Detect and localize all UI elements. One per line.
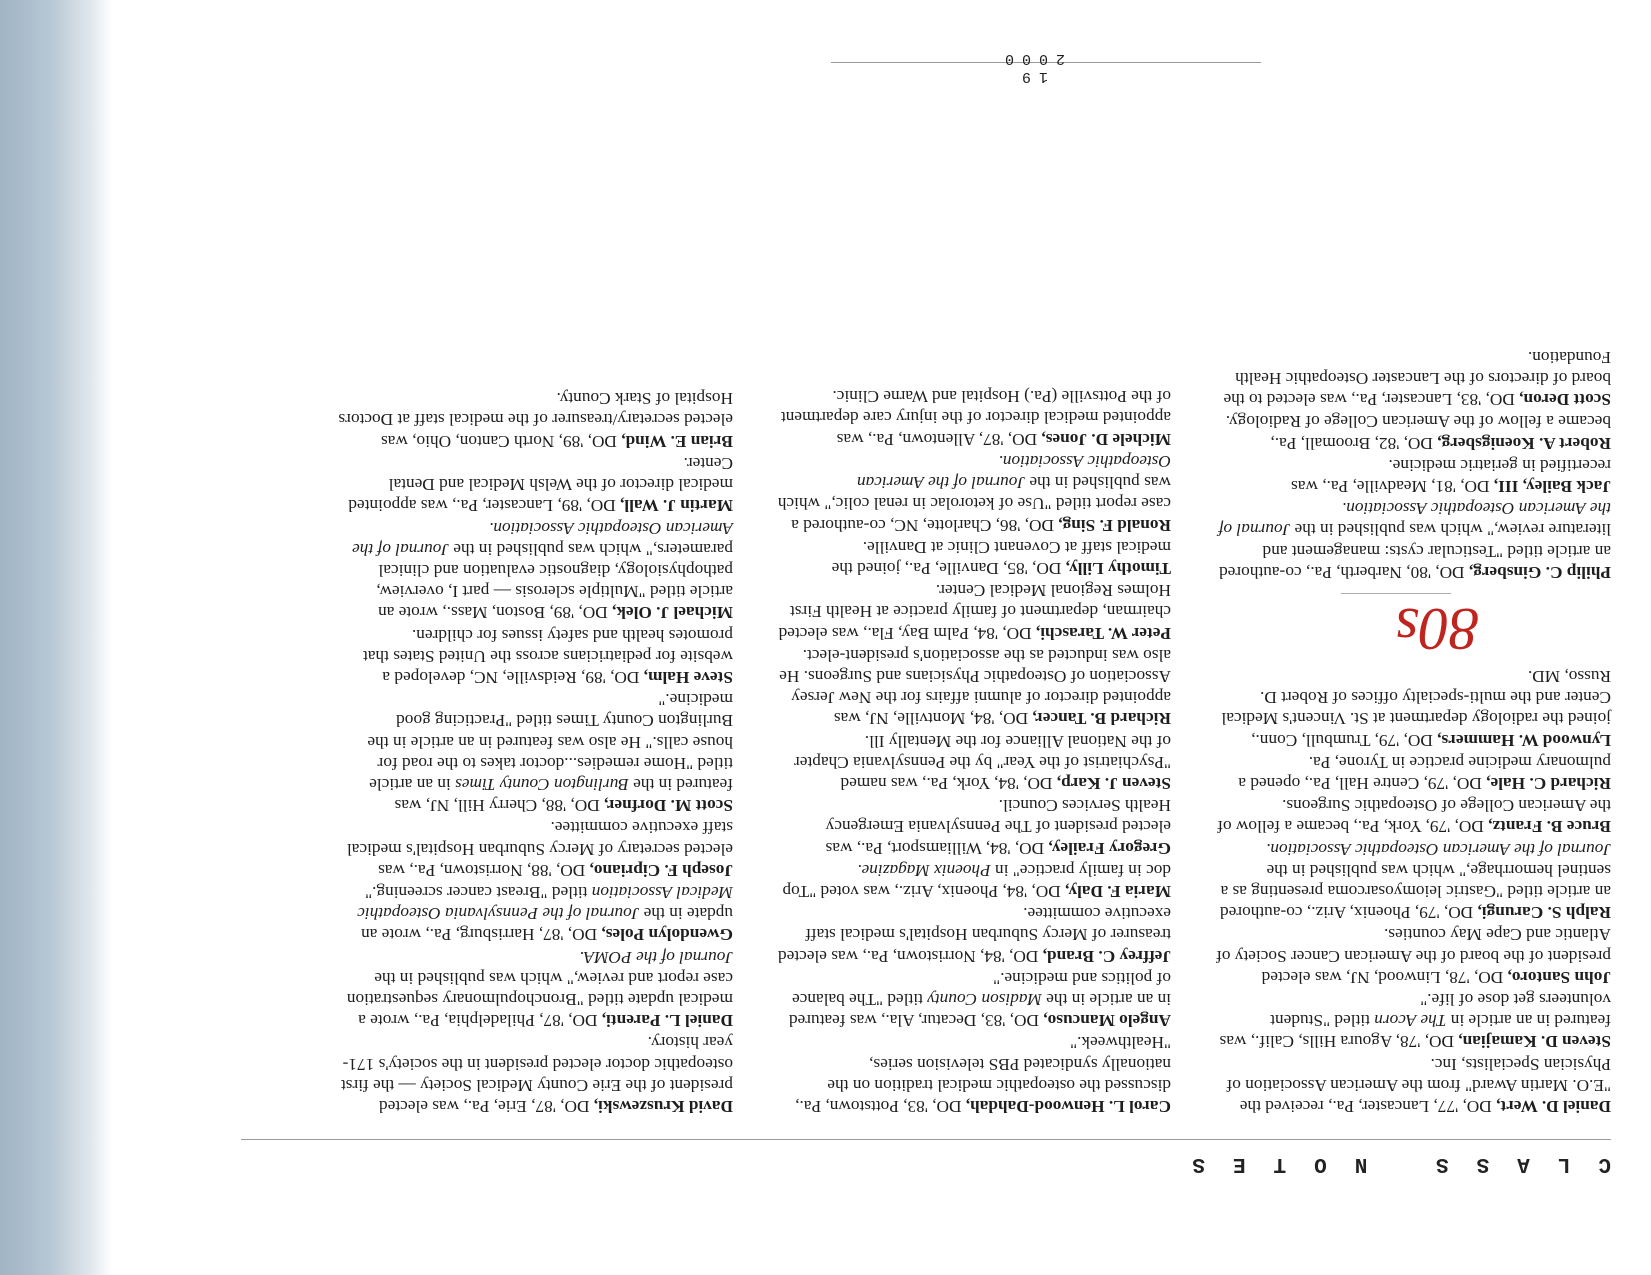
alumnus-name: Carol L. Henwood-Dahdah, <box>965 1097 1171 1116</box>
class-note-entry <box>338 817 733 881</box>
column-3 <box>338 387 733 1117</box>
class-note-entry <box>776 730 1171 794</box>
class-note-entry <box>338 388 733 452</box>
entry-text: DO, '89, Boston, Mass., wrote an article titled "Multiple sclerosis — part I, overview, pathophysiology, diagnostic evaluation and clinical parameters," which was published in the <box>376 539 733 623</box>
entry-text: DO, '83, Lancaster, Pa., was elected to the board of directors of the Lancaster Osteopathic Health Foundation. <box>1223 347 1611 410</box>
class-note-entry <box>1216 411 1611 453</box>
alumnus-name: Robert A. Koenigsberg, <box>1437 433 1611 453</box>
alumnus-name: Jeffrey C. Brand, <box>1042 946 1171 966</box>
column-1 <box>1216 346 1611 1118</box>
entry-text: titled "Breast cancer screening." <box>365 882 592 902</box>
class-note-entry <box>776 537 1171 579</box>
alumnus-name: Angelo Mancuso, <box>1043 1011 1171 1031</box>
alumnus-name: Peter W. Taraschi, <box>1035 623 1171 643</box>
entry-text: DO, '83, Decatur, Ala., was featured in an article in the <box>788 989 1171 1031</box>
entry-text: DO, '84, Palm Bay, Fla., was elected chairman, department of family practice at Health First Holmes Regional Medical Center. <box>778 581 1171 643</box>
entry-text: DO, '89, Reidsville, NC, developed a website for pediatricians across the United States that promotes health and safety issues for children. <box>363 625 733 687</box>
entry-text: DO, '78, Agoura Hills, Calif., was featured in an article in <box>1219 1011 1611 1052</box>
entry-text: DO, '87, Philadelphia, Pa., wrote a medical update titled "Bronchopulmonary sequestration case report and review," which was published in the <box>346 968 733 1031</box>
alumnus-name: Steven D. Kamajian, <box>1458 1032 1611 1052</box>
entry-text: DO, '87, Erie, Pa., was elected president of the Erie County Medical Society — the first osteopathic doctor elected president in the society's 171-year history. <box>340 1033 733 1116</box>
publication-title: Journal of the American Osteopathic Association. <box>1218 499 1611 540</box>
entry-text: titled "The balance of politics and medicine." <box>792 968 1171 1009</box>
entry-text: DO, '83, Pottstown, Pa., discussed the osteopathic medical tradition on the nationally syndicated PBS television series, "Healthweek." <box>795 1033 1171 1116</box>
entry-text: DO, '81, Meadville, Pa., was recertified in geriatric medicine. <box>1291 455 1611 496</box>
alumnus-name: Scott Deron, <box>1519 390 1611 410</box>
class-note-entry <box>776 903 1171 967</box>
class-note-entry <box>338 624 733 688</box>
alumnus-name: Richard C. Hale, <box>1486 773 1611 793</box>
class-note-entry <box>1216 455 1611 497</box>
entry-text: titled "Student volunteers get dose of life." <box>1270 989 1611 1031</box>
publication-title: Journal of the American Osteopathic Association. <box>1266 839 1611 859</box>
class-note-entry <box>776 645 1171 730</box>
alumnus-name: Richard B. Tancer, <box>1032 709 1171 729</box>
class-note-entry <box>776 386 1171 450</box>
alumnus-name: Lynwood W. Hammers, <box>1437 730 1611 750</box>
alumnus-name: John Santoro, <box>1507 967 1611 987</box>
alumnus-name: Steven J. Karp, <box>1056 773 1171 793</box>
alumnus-name: Gwendolyn Poles, <box>601 925 733 945</box>
alumnus-name: Scott M. Dorfner, <box>604 796 733 816</box>
alumnus-name: Michele D. Jones, <box>1041 429 1171 449</box>
class-note-entry <box>1216 1053 1611 1117</box>
entry-text: DO, '82, Broomall, Pa., became a fellow of the American College of Radiology. <box>1225 412 1611 453</box>
class-note-entry <box>1216 498 1611 583</box>
alumnus-name: David Kruszewski, <box>593 1097 733 1116</box>
alumnus-name: Gregory Frailey, <box>1048 838 1171 858</box>
class-note-entry <box>338 1032 733 1117</box>
entry-text: DO, '84, Phoenix, Ariz., was voted "Top doc in family practice" in <box>782 860 1171 901</box>
alumnus-name: Brian E. Wind, <box>621 431 733 451</box>
class-note-entry <box>1216 666 1611 751</box>
entry-text: DO, '89, Lancaster, Pa., was appointed medical director of the Welsh Medical and Dental Center. <box>348 453 733 516</box>
class-note-entry <box>776 968 1171 1032</box>
alumnus-name: Jack Bailey, III, <box>1493 476 1611 496</box>
class-note-entry <box>1216 989 1611 1053</box>
entry-text: DO, '89, North Canton, Ohio, was elected secretary/treasurer of the medical staff at Doctors Hospital of Stark County. <box>338 389 733 451</box>
entry-text: DO, '79, Trumbull, Conn., joined the radiology department at St. Vincent's Medical Center and the multi-specialty offices of Robert D. Russo, MD. <box>1221 666 1611 750</box>
alumnus-name: Joseph F. Cipriano, <box>589 860 733 880</box>
entry-text: DO, '79, Phoenix, Ariz., co-authored an article titled "Gastric leiomyosarcoma presenting as a sentinel hemorrhage," which was published in the <box>1220 860 1611 923</box>
class-note-entry <box>776 860 1171 902</box>
class-note-entry <box>338 453 733 517</box>
class-note-entry <box>338 517 733 623</box>
alumnus-name: Philip C. Ginsberg, <box>1468 562 1611 582</box>
entry-text: in an article titled "Home remedies...doctor takes to the road for house calls." He also was featured in an article in the Burlington County Times titled "Practicing good medicine." <box>367 690 733 794</box>
publication-title: Journal of the American Osteopathic Association. <box>352 518 733 559</box>
header-rule <box>241 1139 1611 1140</box>
entry-text: DO, '88, Cherry Hill, NJ, was featured in the <box>394 774 733 816</box>
decade-heading: 80s <box>1395 595 1479 662</box>
entry-text: DO, '79, Centre Hall, Pa., opened a pulmonary medicine practice in Tyrone, Pa. <box>1238 752 1611 793</box>
publication-title: The Acorn <box>1374 1011 1447 1031</box>
class-note-entry <box>1216 347 1611 411</box>
class-note-entry <box>1216 924 1611 988</box>
page-folio <box>971 49 1091 85</box>
alumnus-name: Bruce B. Frantz, <box>1488 817 1611 837</box>
entry-text: DO, '87, Harrisburg, Pa., wrote an update in the <box>361 904 733 945</box>
decade-rule <box>1341 593 1451 594</box>
entry-text: DO, '80, Narberth, Pa., co-authored an article titled "Testicular cysts: management and literature review," which was published in the <box>1219 520 1611 582</box>
alumnus-name: Michael J. Olek, <box>612 603 733 623</box>
page-number: 19 <box>1014 68 1049 85</box>
entry-text: DO, '78, Linwood, NJ, was elected president of the board of the American Cancer Society of Atlantic and Cape May counties. <box>1216 925 1611 987</box>
alumnus-name: Daniel D. Wert, <box>1496 1097 1611 1116</box>
entry-text: DO, '79, York, Pa., became a fellow of the American College of Osteopathic Surgeons. <box>1217 796 1611 837</box>
publication-title: Journal of the POMA. <box>579 947 733 967</box>
alumnus-name: Timothy Lilly, <box>1065 558 1171 578</box>
entry-text: DO, '84, Montville, NJ, was appointed director of alumni affairs for the New Jersey Association of Osteopathic Physicians and Surgeons. He also was inducted as the association's president-elect. <box>779 645 1171 729</box>
page-content <box>112 0 1651 1275</box>
class-note-entry <box>338 689 733 816</box>
class-note-entry <box>776 1032 1171 1117</box>
class-note-entry <box>1216 752 1611 794</box>
publication-title: Journal of the American Osteopathic Association. <box>856 451 1171 493</box>
entry-text: DO, '86, Charlotte, NC, co-authored a case report titled "Use of ketorolac in renal colic," which was published in the <box>777 473 1171 535</box>
entry-text: DO, '77, Lancaster, Pa., received the "E.O. Martin Award" from the American Association of Physician Specialists, Inc. <box>1226 1054 1611 1116</box>
class-note-entry <box>1216 795 1611 837</box>
class-note-entry <box>338 946 733 1031</box>
publication-title: Burlington County Times <box>455 774 629 794</box>
class-note-entry <box>338 882 733 946</box>
class-note-entry <box>776 795 1171 859</box>
alumnus-name: Martin J. Wall, <box>620 496 733 516</box>
publication-title: Journal of the Pennsylvania Osteopathic Medical Association <box>357 882 733 924</box>
column-2 <box>776 385 1171 1117</box>
alumnus-name: Ralph S. Carungi, <box>1477 903 1611 923</box>
entry-text: DO, '88, Norristown, Pa., was elected secretary of Mercy Suburban Hospital's medical staff executive committee. <box>346 818 733 880</box>
alumnus-name: Daniel L. Parenti, <box>601 1011 733 1031</box>
entry-text: DO, '84, Williamsport, Pa., was elected president of The Pennsylvania Emergency Health Services Council. <box>825 796 1171 858</box>
publication-title: Madison County <box>927 989 1042 1009</box>
class-note-entry <box>776 580 1171 644</box>
alumnus-name: Ronald F. Sing, <box>1058 515 1171 535</box>
publication-title: Phoenix Magazine. <box>857 860 991 880</box>
section-header: CLASS NOTES <box>1164 1152 1611 1175</box>
entry-text: DO, '84, Norristown, Pa., was elected treasurer of Mercy Suburban Hospital's medical staff executive committee. <box>778 904 1171 966</box>
entry-text: DO, '85, Danville, Pa., joined the medical staff at Covenant Clinic at Danville. <box>831 537 1171 578</box>
binding-edge <box>0 0 112 1275</box>
entry-text: DO, '87, Allentown, Pa., was appointed medical director of the injury care department of the Pottsville (Pa.) Hospital and Warne Clinic. <box>780 387 1171 449</box>
entry-text: DO, '84, York, Pa., was named "Psychiatrist of the Year" by the Pennsylvania Chapter of the National Alliance for the Mentally Ill. <box>794 731 1171 793</box>
alumnus-name: Maria F. Daly, <box>1065 881 1171 901</box>
class-note-entry <box>1216 838 1611 923</box>
alumnus-name: Steve Halm, <box>643 667 733 687</box>
class-note-entry <box>776 451 1171 536</box>
issue-year: 2000 <box>997 50 1066 67</box>
